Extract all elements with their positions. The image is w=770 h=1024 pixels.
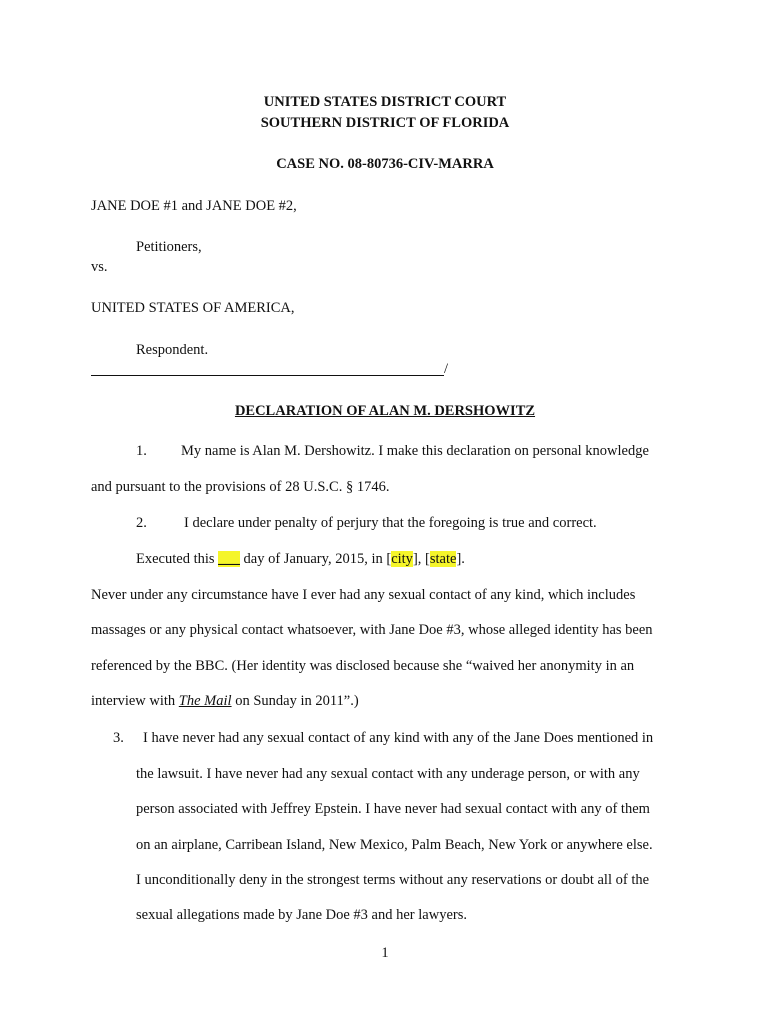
- page-number: 1: [381, 945, 389, 961]
- caption-slash: /: [444, 361, 449, 377]
- para3-line4: on an airplane, Carribean Island, New Mexico, Palm Beach, New York or anywhere else.: [136, 837, 653, 853]
- para1-line1: My name is Alan M. Dershowitz. I make this declaration on personal knowledge: [181, 443, 649, 459]
- petitioners-names: JANE DOE #1 and JANE DOE #2,: [91, 198, 297, 214]
- state-placeholder[interactable]: state: [429, 551, 457, 567]
- caption-rule: [91, 375, 444, 376]
- executed-line: [136, 551, 465, 568]
- petitioners-label: Petitioners,: [136, 239, 202, 255]
- para3-line5: I unconditionally deny in the strongest terms without any reservations or doubt all of the: [136, 872, 650, 888]
- insert-line4: [91, 693, 359, 710]
- district-name: SOUTHERN DISTRICT OF FLORIDA: [260, 115, 510, 131]
- para1-number: 1.: [136, 443, 147, 459]
- city-placeholder[interactable]: city: [391, 551, 413, 567]
- respondent-label: Respondent.: [136, 342, 209, 358]
- executed-middle: day of January, 2015, in [: [239, 551, 392, 567]
- insert-line2: massages or any physical contact whatsoever, with Jane Doe #3, whose alleged identity has been: [91, 622, 653, 638]
- para1-line2: and pursuant to the provisions of 28 U.S.C. § 1746.: [91, 479, 390, 495]
- para3-number: 3.: [113, 730, 124, 746]
- para2-text: I declare under penalty of perjury that the foregoing is true and correct.: [184, 515, 597, 531]
- day-blank[interactable]: ___: [218, 551, 240, 567]
- court-name: UNITED STATES DISTRICT COURT: [263, 94, 507, 110]
- para3-line3: person associated with Jeffrey Epstein. I have never had sexual contact with any of them: [136, 801, 650, 817]
- insert-line1: Never under any circumstance have I ever had any sexual contact of any kind, which includes: [91, 587, 636, 603]
- document-title: DECLARATION OF ALAN M. DERSHOWITZ: [234, 403, 536, 419]
- publication-title: The Mail: [178, 693, 232, 709]
- insert-line3: referenced by the BBC. (Her identity was disclosed because she “waived her anonymity in an: [91, 658, 635, 674]
- para3-line1: I have never had any sexual contact of any kind with any of the Jane Does mentioned in: [143, 730, 654, 746]
- executed-sep: ], [: [412, 551, 430, 567]
- versus-label: vs.: [91, 259, 108, 275]
- para2-number: 2.: [136, 515, 147, 531]
- insert-line4-start: interview with: [91, 693, 179, 709]
- executed-prefix: Executed this: [136, 551, 219, 567]
- respondent-name: UNITED STATES OF AMERICA,: [91, 300, 295, 316]
- para3-line6: sexual allegations made by Jane Doe #3 and her lawyers.: [136, 907, 467, 923]
- case-number: CASE NO. 08-80736-CIV-MARRA: [276, 156, 494, 172]
- para3-line2: the lawsuit. I have never had any sexual contact with any underage person, or with any: [136, 766, 640, 782]
- insert-line4-end: on Sunday in 2011”.): [231, 693, 359, 709]
- executed-suffix: ].: [456, 551, 465, 567]
